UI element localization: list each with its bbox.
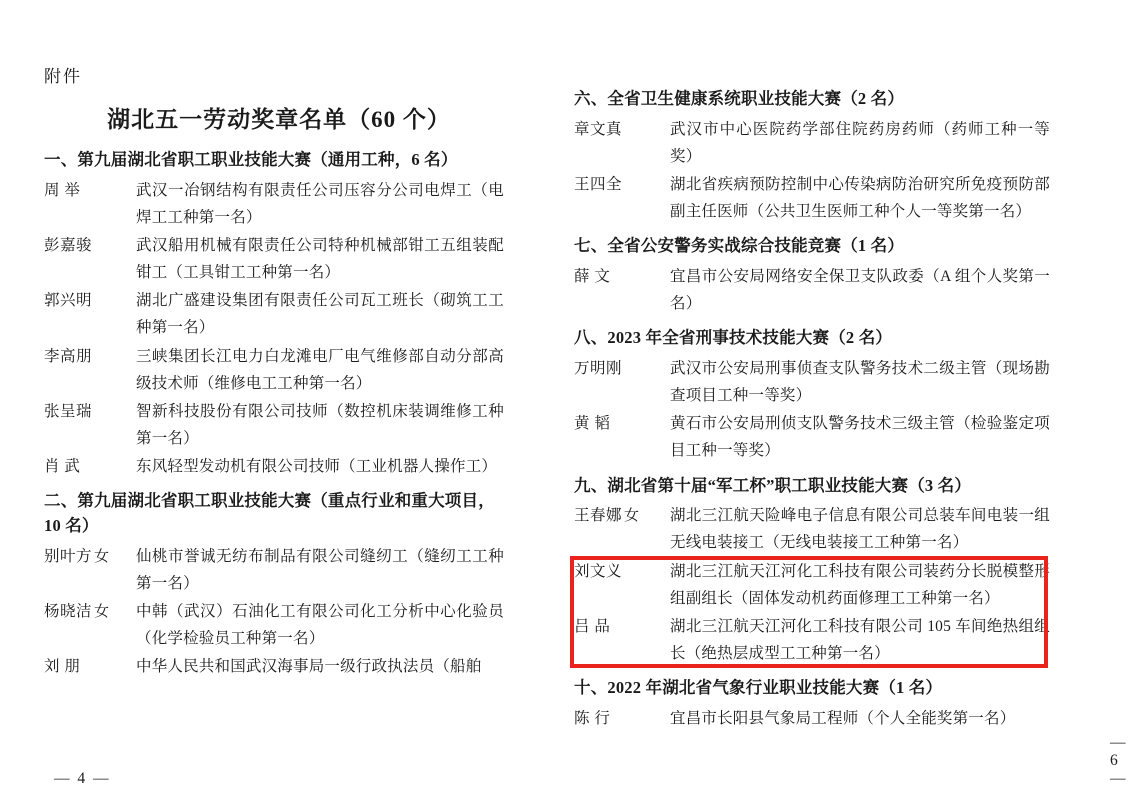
left-column	[0, 0, 540, 810]
attachment-label: 附件	[44, 67, 82, 86]
entry-description: 仙桃市誉诚无纺布制品有限公司缝纫工（缝纫工工种第一名）	[136, 547, 504, 592]
list-item	[574, 263, 1050, 317]
list-item	[44, 232, 504, 286]
section-6	[574, 87, 1050, 225]
section-heading: 六、全省卫生健康系统职业技能大赛（2 名）	[574, 89, 905, 108]
section-10	[574, 676, 1050, 732]
page-title: 湖北五一劳动奖章名单（60 个）	[107, 107, 451, 132]
entry-name-text: 王春娜	[574, 507, 623, 525]
entry-description: 湖北三江航天江河化工科技有限公司装药分长脱模整形组副组长（固体发动机药面修理工工种第一名）	[670, 562, 1050, 607]
entry-name: 吕 品	[574, 617, 611, 635]
entry-name	[44, 543, 136, 570]
entry-description: 智新科技股份有限公司技师（数控机床装调维修工种第一名）	[136, 402, 504, 447]
entry-name: 刘文义	[574, 562, 623, 580]
entry-gender: 女	[624, 508, 640, 525]
list-item	[44, 453, 504, 480]
entry-name: 万明刚	[574, 360, 623, 377]
section-heading: 七、全省公安警务实战综合技能竞赛（1 名）	[574, 236, 905, 256]
entry-description: 武汉市中心医院药学部住院药房药师（药师工种一等奖）	[670, 120, 1050, 165]
section-heading: 九、湖北省第十届“军工杯”职工职业技能大赛（3 名）	[574, 475, 972, 495]
entry-name	[44, 598, 136, 625]
list-item	[44, 598, 504, 652]
entry-name: 李高朋	[44, 347, 93, 365]
entry-name: 肖 武	[44, 458, 81, 475]
list-item	[574, 171, 1050, 225]
entry-name-text: 杨晓洁	[44, 602, 93, 620]
list-item	[574, 410, 1050, 464]
list-item	[574, 355, 1050, 409]
entry-description: 武汉市公安局刑事侦查支队警务技术二级主管（现场勘查项目工种一等奖）	[670, 360, 1050, 405]
list-item	[44, 177, 504, 231]
entry-gender: 女	[94, 548, 110, 565]
list-item	[44, 653, 504, 680]
section-9	[574, 474, 1050, 668]
entry-description: 武汉一冶钢结构有限责任公司压容分公司电焊工（电焊工工种第一名）	[136, 181, 504, 226]
entry-description: 湖北三江航天江河化工科技有限公司 105 车间绝热组组长（绝热层成型工工种第一名）	[670, 617, 1050, 662]
section-heading: 一、第九届湖北省职工职业技能大赛（通用工种，6 名）	[44, 150, 458, 169]
entry-name: 章文真	[574, 120, 623, 138]
entry-name: 张呈瑞	[44, 402, 93, 420]
entry-description: 东风轻型发动机有限公司技师（工业机器人操作工）	[136, 458, 498, 475]
entry-description: 宜昌市长阳县气象局工程师（个人全能奖第一名）	[670, 709, 1016, 727]
entry-description: 湖北广盛建设集团有限责任公司瓦工班长（砌筑工工种第一名）	[136, 292, 504, 337]
page-number-right: — 6 —	[1110, 734, 1128, 787]
entry-description: 中韩（武汉）石油化工有限公司化工分析中心化验员（化学检验员工种第一名）	[136, 602, 504, 647]
entry-name: 彭嘉骏	[44, 237, 93, 254]
section-2	[44, 489, 504, 680]
section-7	[574, 234, 1050, 317]
entry-gender: 女	[94, 603, 110, 620]
list-item	[44, 398, 504, 452]
entry-name-text: 别叶方	[44, 547, 93, 565]
entry-name	[574, 502, 670, 529]
entry-name: 周 举	[44, 181, 81, 199]
section-heading: 十、2022 年湖北省气象行业职业技能大赛（1 名）	[574, 678, 943, 697]
list-item	[44, 287, 504, 341]
entry-description: 湖北省疾病预防控制中心传染病防治研究所免疫预防部副主任医师（公共卫生医师工种个人一等奖第一名）	[670, 176, 1050, 221]
entry-description: 武汉船用机械有限责任公司特种机械部钳工五组装配钳工（工具钳工工种第一名）	[136, 237, 504, 282]
section-heading: 二、第九届湖北省职工职业技能大赛（重点行业和重大项目，10 名）	[44, 491, 495, 535]
entry-name: 黄 韬	[574, 415, 611, 433]
list-item	[574, 705, 1050, 732]
entry-description: 宜昌市公安局网络安全保卫支队政委（A 组个人奖第一名）	[670, 268, 1050, 313]
entry-name: 郭兴明	[44, 292, 93, 310]
section-1	[44, 148, 504, 480]
entry-name: 陈 行	[574, 709, 611, 727]
list-item-highlighted	[574, 558, 1050, 612]
entry-description: 湖北三江航天险峰电子信息有限公司总装车间电装一组无线电装接工（无线电装接工工种第一名）	[670, 507, 1050, 552]
section-8	[574, 326, 1050, 464]
list-item-highlighted	[574, 613, 1050, 667]
list-item	[44, 543, 504, 597]
entry-description: 三峡集团长江电力白龙滩电厂电气维修部自动分部高级技术师（维修电工工种第一名）	[136, 347, 504, 392]
entry-description: 黄石市公安局刑侦支队警务技术三级主管（检验鉴定项目工种一等奖）	[670, 415, 1050, 460]
entry-description: 中华人民共和国武汉海事局一级行政执法员（船舶	[136, 658, 482, 676]
entry-name: 刘 朋	[44, 658, 81, 676]
list-item	[44, 343, 504, 397]
section-heading: 八、2023 年全省刑事技术技能大赛（2 名）	[574, 328, 893, 348]
right-column	[540, 0, 1128, 810]
page-number-left: — 4 —	[54, 770, 111, 787]
entry-name: 薛 文	[574, 268, 611, 285]
entry-name: 王四全	[574, 176, 623, 193]
list-item	[574, 116, 1050, 170]
list-item	[574, 502, 1050, 556]
